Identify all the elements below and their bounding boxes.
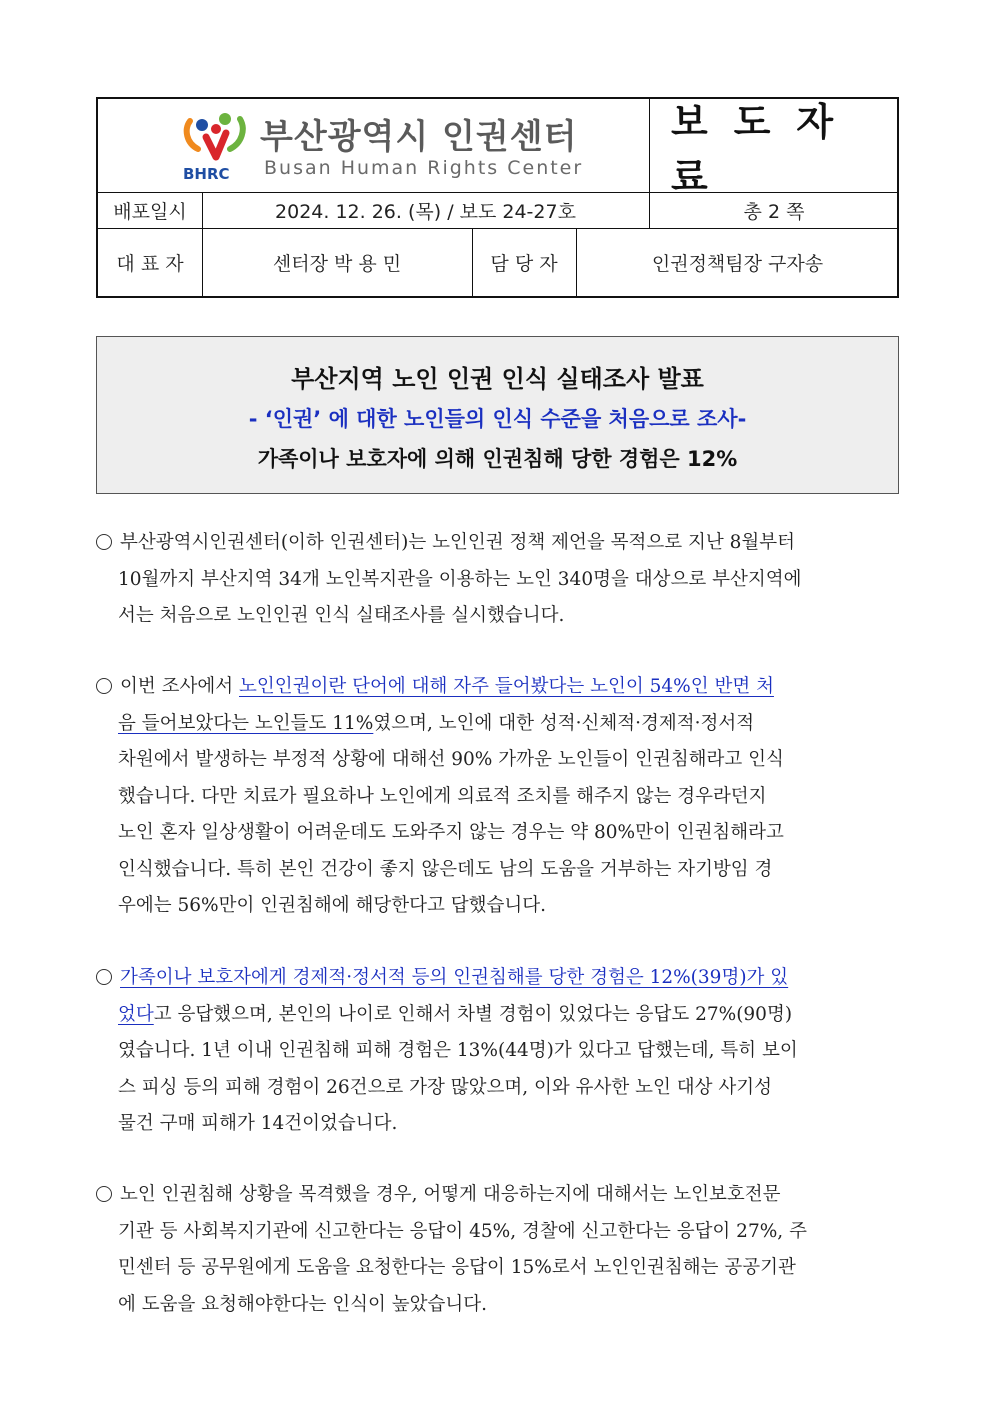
headline-summary: 가족이나 보호자에 의해 인권침해 당한 경험은 12%: [257, 447, 738, 471]
bullet-circle-icon: [96, 678, 112, 694]
body-paragraph-4: [96, 1177, 906, 1323]
headline-title: 부산지역 노인 인권 인식 실태조사 발표: [291, 365, 704, 393]
bullet-circle-icon: [96, 534, 112, 550]
highlighted-text: 가족이나 보호자에게 경제적·정서적 등의 인권침해를 당한 경험은 12%(39명)가 있: [120, 967, 789, 988]
representative-label: 대 표 자: [116, 252, 184, 275]
org-name-korean: 부산광역시 인권센터: [260, 117, 578, 157]
paragraph-text: 했습니다. 다만 치료가 필요하나 노인에게 의료적 조치를 해주지 않는 경우라던지: [118, 785, 767, 807]
release-value: 2024. 12. 26. (목) / 보도 24-27호: [275, 200, 576, 223]
body-paragraph-3: [96, 960, 906, 1143]
press-release-header-table: [96, 97, 899, 298]
header-row-release: [98, 192, 897, 229]
header-row-logo: [98, 99, 897, 199]
release-label: 배포일시: [113, 200, 187, 223]
paragraph-text: 부산광역시인권센터(이하 인권센터)는 노인인권 정책 제언을 목적으로 지난 8월부터: [120, 532, 795, 553]
bullet-circle-icon: [96, 969, 112, 985]
page-count: 총 2 쪽: [743, 200, 805, 223]
divider: [649, 99, 650, 192]
headline-box: [96, 336, 899, 494]
body-paragraph-1: [96, 525, 906, 635]
paragraph-text: 10월까지 부산지역 34개 노인복지관을 이용하는 노인 340명을 대상으로 부산지역에: [118, 568, 802, 590]
paragraph-text: 이번 조사에서: [120, 676, 239, 697]
representative-value: 센터장 박 용 민: [272, 252, 402, 275]
paragraph-text: 물건 구매 피해가 14건이었습니다.: [118, 1113, 398, 1134]
contact-value: 인권정책팀장 구자송: [651, 252, 824, 275]
doc-type-label: 보도자료: [671, 99, 860, 199]
body-paragraph-2: [96, 669, 906, 925]
bhrc-logo-icon: [180, 107, 250, 183]
header-row-contacts: [98, 228, 897, 296]
paragraph-text: 였습니다. 1년 이내 인권침해 피해 경험은 13%(44명)가 있다고 답했는데, 특히 보이: [118, 1040, 798, 1061]
org-name-english: Busan Human Rights Center: [264, 157, 584, 179]
org-logo: [180, 107, 584, 185]
paragraph-text: 차원에서 발생하는 부정적 상황에 대해선 90% 가까운 노인들이 인권침해라고 인식: [118, 749, 784, 770]
highlighted-text: 음 들어보았다는 노인들도 11%: [118, 712, 374, 734]
paragraph-text: 스 피싱 등의 피해 경험이 26건으로 가장 많았으며, 이와 유사한 노인 대상 사기성: [118, 1076, 772, 1098]
paragraph-text: 서는 처음으로 노인인권 인식 실태조사를 실시했습니다.: [118, 605, 565, 626]
logo-abbr: BHRC: [183, 165, 230, 183]
paragraph-text: 에 도움을 요청해야한다는 인식이 높았습니다.: [118, 1293, 487, 1315]
contact-label: 담 당 자: [490, 252, 558, 275]
paragraph-text: 민센터 등 공무원에게 도움을 요청한다는 응답이 15%로서 노인인권침해는 공공기관: [118, 1257, 796, 1278]
highlighted-text: 었다: [118, 1003, 154, 1025]
bullet-circle-icon: [96, 1186, 112, 1202]
paragraph-text: 인식했습니다. 특히 본인 건강이 좋지 않은데도 남의 도움을 거부하는 자기방임 경: [118, 858, 773, 880]
paragraph-text: 노인 인권침해 상황을 목격했을 경우, 어떻게 대응하는지에 대해서는 노인보호전문: [120, 1184, 781, 1205]
paragraph-text: 우에는 56%만이 인권침해에 해당한다고 답했습니다.: [118, 895, 546, 916]
headline-subtitle: - ‘인권’ 에 대한 노인들의 인식 수준을 처음으로 조사-: [248, 407, 747, 431]
paragraph-text: 노인 혼자 일상생활이 어려운데도 도와주지 않는 경우는 약 80%만이 인권침해라고: [118, 822, 784, 843]
highlighted-text: 노인인권이란 단어에 대해 자주 들어봤다는 노인이 54%인 반면 처: [239, 676, 774, 697]
paragraph-text: 고 응답했으며, 본인의 나이로 인해서 차별 경험이 있었다는 응답도 27%(90명): [153, 1003, 793, 1025]
paragraph-text: 였으며, 노인에 대한 성적·신체적·경제적·정서적: [373, 712, 755, 734]
paragraph-text: 기관 등 사회복지기관에 신고한다는 응답이 45%, 경찰에 신고한다는 응답이 27%, 주: [118, 1220, 807, 1242]
